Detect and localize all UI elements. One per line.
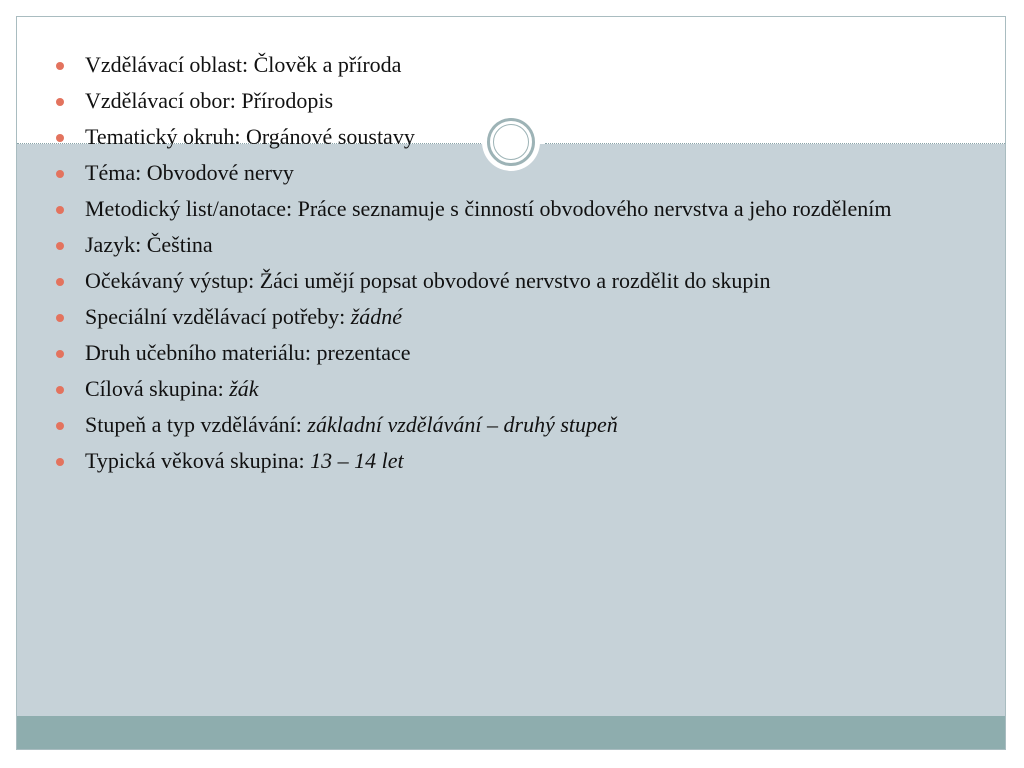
bullet-dot-icon [56,278,64,286]
list-item-label: Vzdělávací obor: Přírodopis [85,88,334,113]
list-item [56,410,986,440]
bullet-dot-icon [56,458,64,466]
list-item-value: žák [229,376,259,401]
bullet-dot-icon [56,62,64,70]
list-item [56,374,986,404]
list-item-label: Tematický okruh: Orgánové soustavy [85,124,415,149]
list-item-label: Typická věková skupina: [85,448,311,473]
list-item-label: Metodický list/anotace: Práce seznamuje s činností obvodového nervstva a jeho rozdělením [85,196,892,221]
bullet-dot-icon [56,134,64,142]
list-item [56,122,986,152]
list-item-label: Druh učebního materiálu: prezentace [85,340,411,365]
list-item [56,194,986,224]
list-item-value: 13 – 14 let [310,448,404,473]
bullet-dot-icon [56,206,64,214]
list-item-value: základní vzdělávání – druhý stupeň [307,412,618,437]
bullet-dot-icon [56,98,64,106]
bullet-dot-icon [56,422,64,430]
slide-footer-band [17,716,1005,750]
bullet-dot-icon [56,242,64,250]
bullet-list [56,50,986,482]
bullet-dot-icon [56,314,64,322]
list-item [56,446,986,476]
list-item [56,50,986,80]
list-item-label: Speciální vzdělávací potřeby: [85,304,351,329]
bullet-dot-icon [56,170,64,178]
list-item-label: Téma: Obvodové nervy [85,160,294,185]
list-item-label: Cílová skupina: [85,376,230,401]
list-item [56,338,986,368]
list-item [56,158,986,188]
list-item [56,302,986,332]
list-item [56,230,986,260]
bullet-dot-icon [56,350,64,358]
list-item-label: Jazyk: Čeština [85,232,213,257]
list-item-value: žádné [350,304,403,329]
list-item [56,86,986,116]
list-item-label: Vzdělávací oblast: Člověk a příroda [85,52,402,77]
list-item-label: Stupeň a typ vzdělávání: [85,412,308,437]
list-item [56,266,986,296]
bullet-dot-icon [56,386,64,394]
list-item-label: Očekávaný výstup: Žáci umějí popsat obvodové nervstvo a rozdělit do skupin [85,268,771,293]
